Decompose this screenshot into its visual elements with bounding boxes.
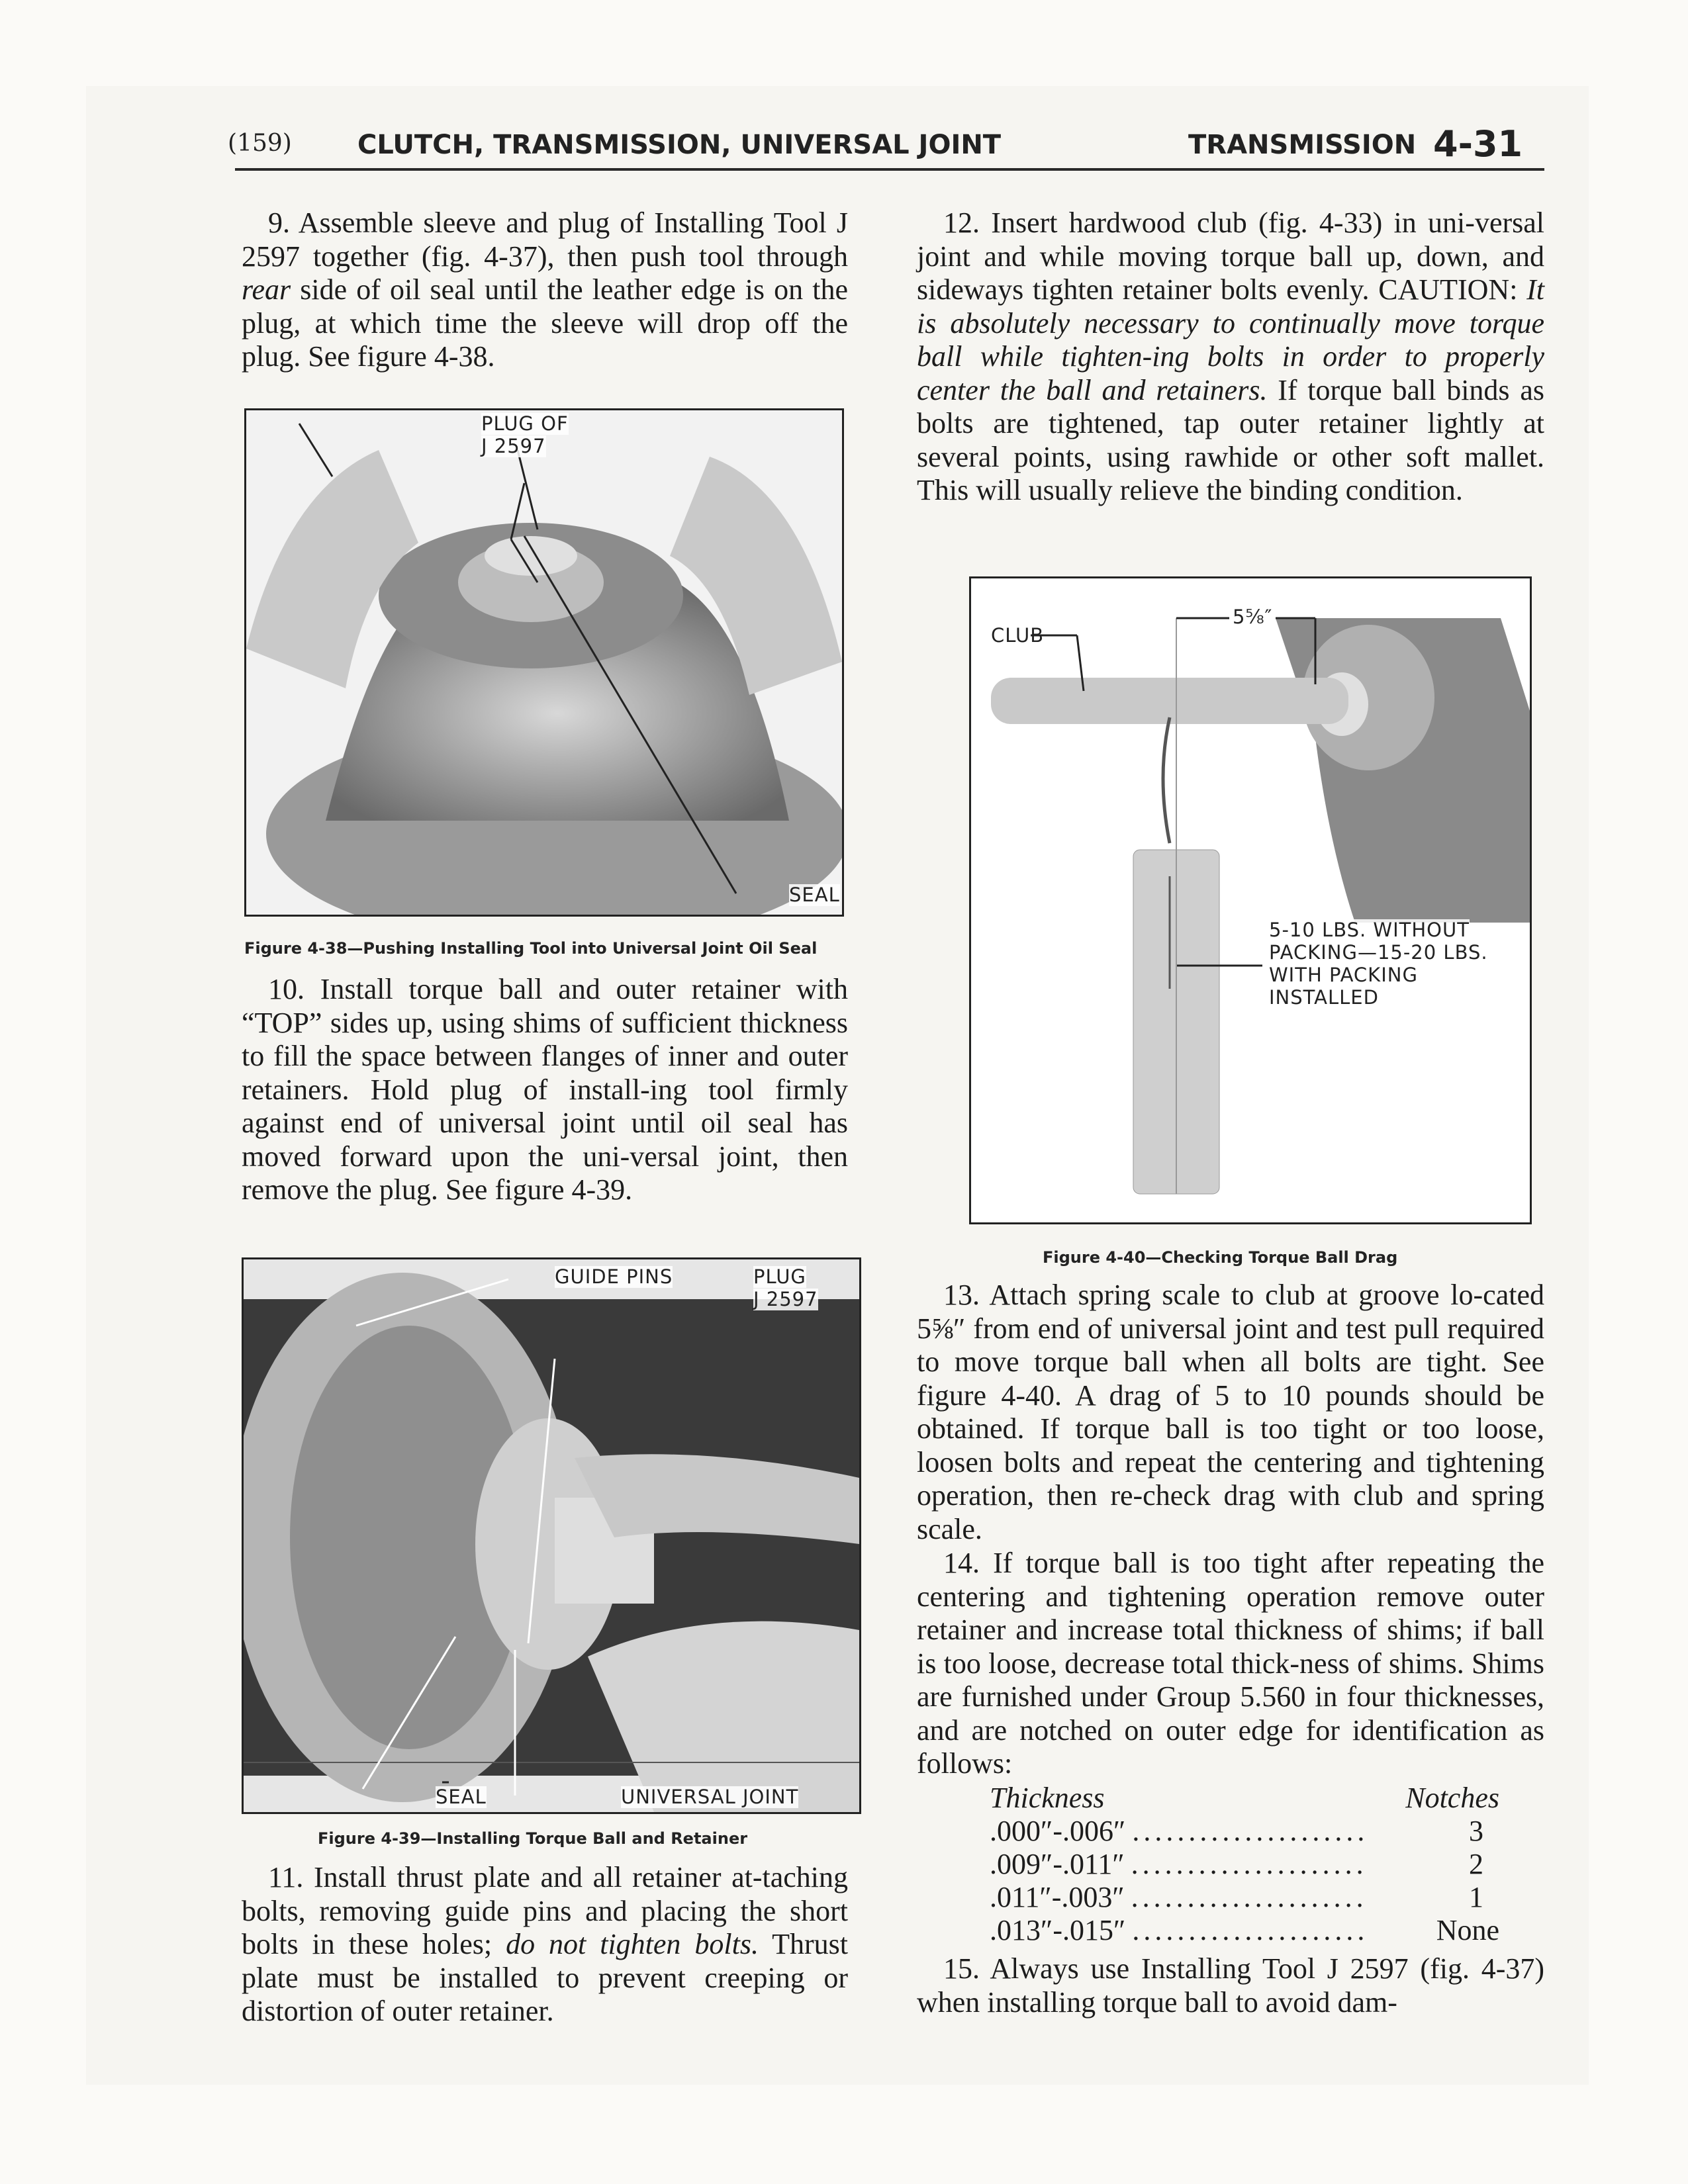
table-row xyxy=(990,1848,1499,1881)
paragraph-15: 15. Always use Installing Tool J 2597 (fig. 4-37) when installing torque ball to avoid dam- xyxy=(917,1952,1544,2019)
label-plug: PLUG xyxy=(753,1265,806,1288)
leader: ..................... xyxy=(1131,1881,1368,1913)
page-ref: (159) xyxy=(228,130,292,157)
thickness: .009″-.011″ xyxy=(990,1848,1125,1880)
leader: ..................... xyxy=(1131,1848,1368,1880)
figure-4-40-caption: Figure 4-40—Checking Torque Ball Drag xyxy=(1043,1248,1398,1267)
table-row xyxy=(990,1815,1499,1848)
text-italic: It is absolutely necessary to continually move torque ball while tighten-ing bolts in order to properly center the ball and retainers. xyxy=(917,273,1544,406)
paragraph-9 xyxy=(242,206,848,374)
text: side of oil seal until the leather edge is on the plug, at which time the sleeve will drop off the plug. See figure 4-38. xyxy=(242,273,848,373)
torque-ball-photo xyxy=(244,1259,859,1812)
leader: ..................... xyxy=(1132,1815,1369,1847)
table-header xyxy=(990,1782,1499,1815)
oil-seal-photo xyxy=(246,410,842,915)
notches: 3 xyxy=(1469,1815,1483,1847)
label-note-1: 5-10 LBS. WITHOUT xyxy=(1269,919,1470,941)
label-j2597: J 2597 xyxy=(753,1288,818,1310)
text-italic: do not tighten bolts. xyxy=(506,1928,759,1960)
figure-4-39-caption: Figure 4-39—Installing Torque Ball and Retainer xyxy=(318,1829,748,1848)
spring-scale-photo xyxy=(971,578,1530,1222)
paragraph-14: 14. If torque ball is too tight after repeating the centering and tightening operation remove outer retainer and increase total thickness of shims; if ball is too loose, decrease total thick-ness of shims. Shims are furnished under Group 5.560 in four thicknesses, and are notched on outer edge for identification as follows: xyxy=(917,1547,1544,1780)
shim-table xyxy=(990,1782,1499,1947)
thickness: .013″-.015″ xyxy=(990,1914,1126,1946)
thickness: .011″-.003″ xyxy=(990,1881,1125,1913)
paragraph-13: 13. Attach spring scale to club at groove lo-cated 5⅝″ from end of universal joint and test pull required to move torque ball when all bolts are tight. See figure 4-40. A drag of 5 to 10 pounds should be obtained. If torque ball is too tight or too loose, loosen bolts and repeat the centering and tightening operation, then re-check drag with club and spring scale. xyxy=(917,1279,1544,1545)
header-notches: Notches xyxy=(1405,1782,1499,1814)
header-thickness: Thickness xyxy=(990,1782,1105,1814)
figure-4-38-caption: Figure 4-38—Pushing Installing Tool into Universal Joint Oil Seal xyxy=(244,939,818,958)
label-plug-of: PLUG OF xyxy=(481,412,569,435)
thickness: .000″-.006″ xyxy=(990,1815,1126,1847)
label-club: CLUB xyxy=(991,624,1045,647)
paragraph-12 xyxy=(917,206,1544,508)
figure-4-40 xyxy=(969,576,1532,1224)
text: Thrust plate must be installed to prevent creeping or distortion of outer retainer. xyxy=(242,1928,848,2027)
table-row xyxy=(990,1914,1499,1947)
subsection-title: TRANSMISSION xyxy=(1188,130,1417,160)
text: 12. Insert hardwood club (fig. 4-33) in uni-versal joint and while moving torque ball up, down, and sideways tighten retainer bolts evenly. CAUTION: xyxy=(917,206,1544,306)
text-italic: rear xyxy=(242,273,291,306)
figure-4-38 xyxy=(244,408,844,917)
notches: None xyxy=(1436,1914,1499,1946)
header-rule xyxy=(235,168,1544,171)
notches: 2 xyxy=(1469,1848,1483,1880)
label-guide-pins: GUIDE PINS xyxy=(555,1265,673,1288)
notches: 1 xyxy=(1469,1881,1483,1913)
table-row xyxy=(990,1881,1499,1914)
section-title: CLUTCH, TRANSMISSION, UNIVERSAL JOINT xyxy=(357,130,1002,160)
label-seal: SEAL xyxy=(436,1786,487,1808)
label-note-4: INSTALLED xyxy=(1269,986,1379,1009)
figure-4-39 xyxy=(242,1257,861,1814)
text: If torque ball binds as bolts are tightened, tap outer retainer lightly at several points, using rawhide or other soft mallet. This will usually relieve the binding condition. xyxy=(917,373,1544,506)
label-universal-joint: UNIVERSAL JOINT xyxy=(621,1786,799,1808)
label-seal: SEAL xyxy=(789,884,840,906)
page-number: 4-31 xyxy=(1433,123,1523,165)
leader: ..................... xyxy=(1132,1914,1369,1946)
label-note-2: PACKING—15-20 LBS. xyxy=(1269,941,1488,964)
paragraph-11 xyxy=(242,1861,848,2028)
label-dimension: 5⅝″ xyxy=(1233,606,1273,628)
text: 9. Assemble sleeve and plug of Installing Tool J 2597 together (fig. 4-37), then push tool through xyxy=(242,206,848,273)
text: 11. Install thrust plate and all retainer at-taching bolts, removing guide pins and placing the short bolts in these holes; xyxy=(242,1861,848,1960)
label-note-3: WITH PACKING xyxy=(1269,964,1418,986)
paragraph-10: 10. Install torque ball and outer retainer with “TOP” sides up, using shims of sufficient thickness to fill the space between flanges of inner and outer retainers. Hold plug of install-ing tool firmly against end of universal joint until oil seal has moved forward upon the uni-versal joint, then remove the plug. See figure 4-39. xyxy=(242,973,848,1206)
label-j2597: J 2597 xyxy=(481,435,546,457)
